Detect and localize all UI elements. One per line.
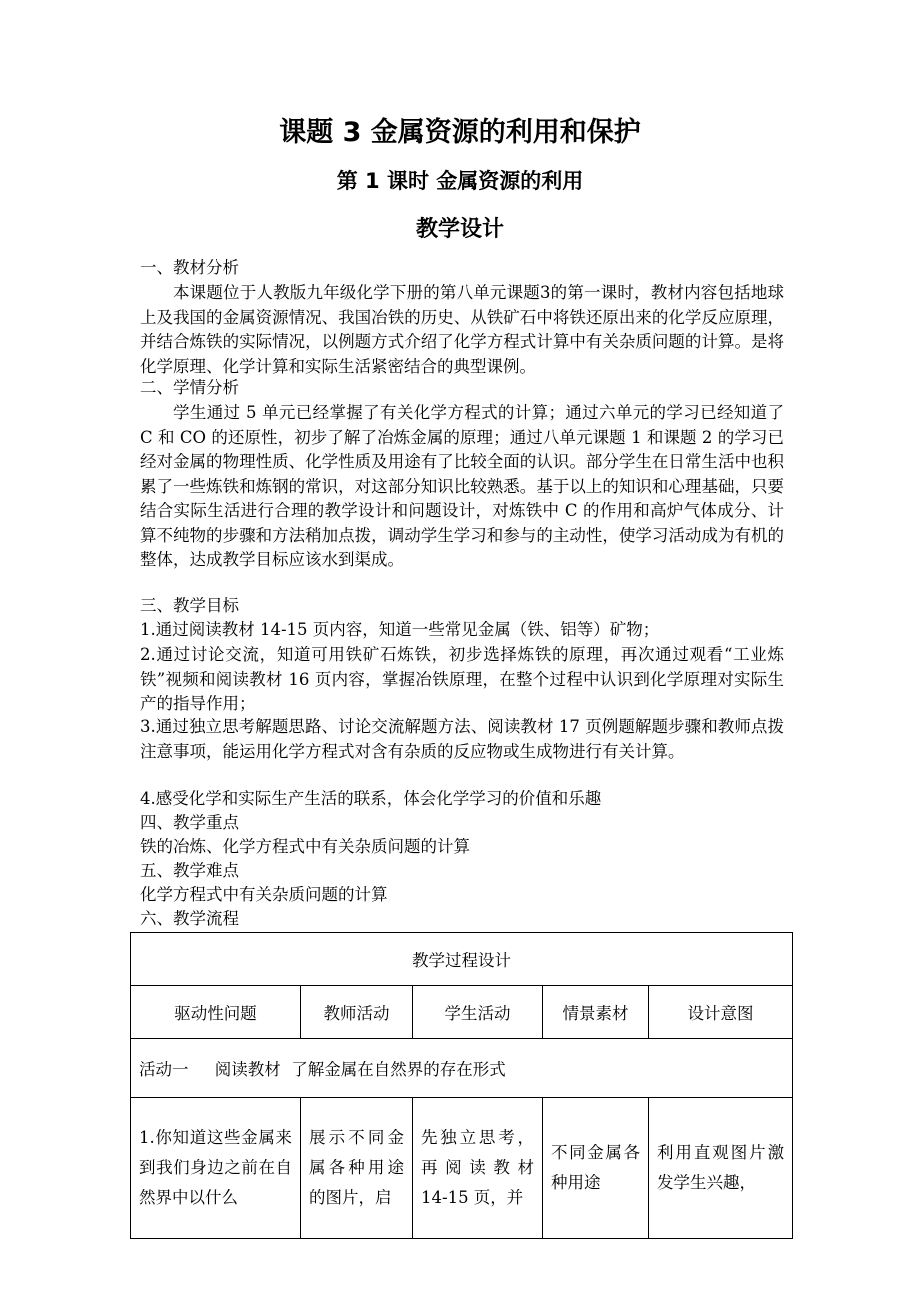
section-heading-2: 二、学情分析 [140,378,239,397]
column-header: 教师活动 [301,986,413,1039]
table-caption: 教学过程设计 [131,933,793,986]
section-heading-1: 一、教材分析 [140,258,239,277]
design-heading: 教学设计 [415,217,504,242]
table-cell: 利用直观图片激发学生兴趣， [649,1098,793,1239]
goal-item: 2.通过讨论交流，知道可用铁矿石炼铁，初步选择炼铁的原理，再次通过观看“工业炼铁”视频和阅读教材 16 页内容，掌握冶铁原理，在整个过程中认识到化学原理对实际生产的指导作用； [140,645,784,713]
table-cell: 先独立思考，再阅读教材 14-15 页，并 [413,1098,543,1239]
column-header: 学生活动 [413,986,543,1039]
doc-title: 课题 3 金属资源的利用和保护 [279,117,641,148]
section-heading-3: 三、教学目标 [140,596,239,615]
column-header: 情景素材 [543,986,649,1039]
section-text-4: 铁的冶炼、化学方程式中有关杂质问题的计算 [140,837,470,856]
goal-item: 3.通过独立思考解题思路、讨论交流解题方法、阅读教材 17 页例题解题步骤和教师点拨注意事项，能运用化学方程式对含有杂质的反应物或生成物进行有关计算。 [140,717,784,761]
goal-item: 1.通过阅读教材 14-15 页内容，知道一些常见金属（铁、铝等）矿物； [140,620,660,639]
table-cell: 1.你知道这些金属来到我们身边之前在自然界中以什么 [131,1098,301,1239]
section-heading-6: 六、教学流程 [140,909,239,928]
teaching-process-table [130,932,793,1239]
column-header: 设计意图 [649,986,793,1039]
section-text-1: 本课题位于人教版九年级化学下册的第八单元课题3的第一课时，教材内容包括地球上及我国的金属资源情况、我国冶铁的历史、从铁矿石中将铁还原出来的化学反应原理，并结合炼铁的实际情况，以例题方式介绍了化学方程式计算中有关杂质问题的计算。是将化学原理、化学计算和实际生活紧密结合的典型课例。 [140,283,784,376]
column-header: 驱动性问题 [131,986,301,1039]
doc-subtitle: 第 1 课时 金属资源的利用 [336,169,584,193]
section-heading-4: 四、教学重点 [140,813,239,832]
goal-item: 4.感受化学和实际生产生活的联系，体会化学学习的价值和乐趣 [140,789,602,808]
table-cell: 展示不同金属各种用途的图片，启 [301,1098,413,1239]
activity-row: 活动一 阅读教材 了解金属在自然界的存在形式 [131,1039,793,1098]
section-text-5: 化学方程式中有关杂质问题的计算 [140,885,388,904]
section-text-2: 学生通过 5 单元已经掌握了有关化学方程式的计算；通过六单元的学习已经知道了 C 和 CO 的还原性，初步了解了冶炼金属的原理；通过八单元课题 1 和课题 2 的学习已经对金属的物理性质、化学性质及用途有了比较全面的认识。部分学生在日常生活中也积累了一些炼铁和炼钢的常识，对这部分知识比较熟悉。基于以上的知识和心理基础，只要结合实际生活进行合理的教学设计和问题设计，对炼铁中 C 的作用和高炉气体成分、计算不纯物的步骤和方法稍加点拨，调动学生学习和参与的主动性，使学习活动成为有机的整体，达成教学目标应该水到渠成。 [140,403,784,569]
table-cell: 不同金属各种用途 [543,1098,649,1239]
section-heading-5: 五、教学难点 [140,861,239,880]
